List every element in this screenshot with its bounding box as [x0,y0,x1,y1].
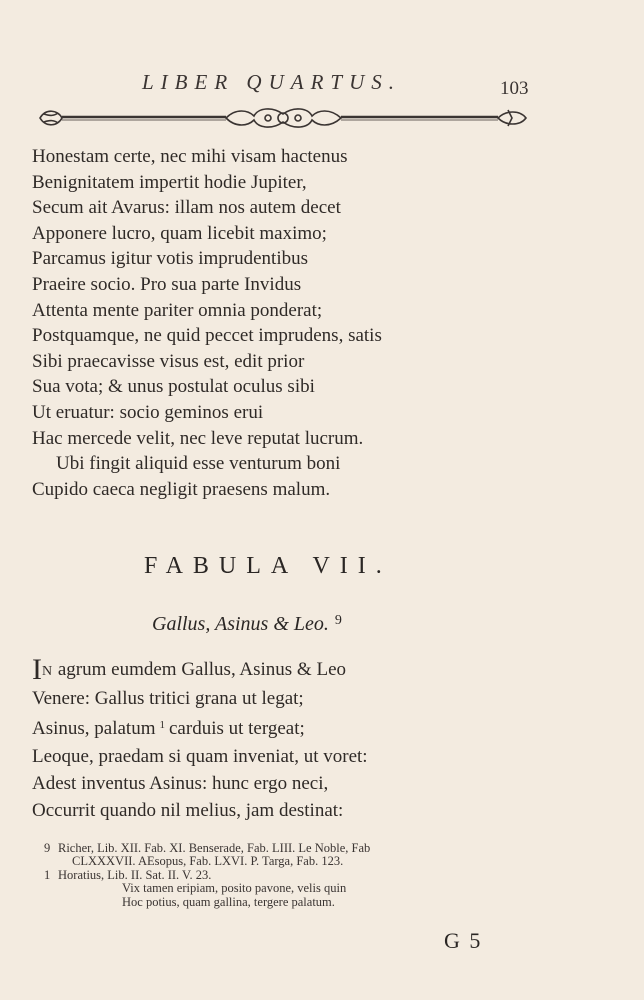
footnote-marker: 9 [334,613,342,628]
verse-line: Hac mercede velit, nec leve reputat lucrum. [32,427,364,449]
verse-line: Parcamus igitur votis imprudentibus [32,248,309,270]
verse-line: Occurrit quando nil melius, jam destinat: [32,800,344,822]
verse-line: Postquamque, ne quid peccet imprudens, satis [32,325,382,347]
footnote-line: Vix tamen eripiam, posito pavone, velis quin [122,881,347,896]
verse-line: Sua vota; & unus postulat oculus sibi [32,376,315,398]
verse-line: Ut eruatur: socio geminos erui [32,401,264,423]
verse-line: Adest inventus Asinus: hunc ergo neci, [32,772,329,794]
verse-line: Apponere lucro, quam licebit maximo; [32,222,327,244]
verse-line: Attenta mente pariter omnia ponderat; [32,299,323,321]
footnote-text: Horatius, Lib. II. Sat. II. V. 23. [58,867,212,882]
drop-cap: I [32,653,42,686]
verse-text: agrum eumdem Gallus, Asinus & Leo [53,659,347,680]
verse-text: carduis ut tergeat; [169,718,305,740]
footnote-number: 9 [44,841,51,855]
verse-line: Benignitatem impertit hodie Jupiter, [32,171,307,193]
verse-block-2 [32,653,502,824]
verse-line: Sibi praecavisse visus est, edit prior [32,350,305,372]
fable-title: FABULA VII. [144,553,392,579]
footnote-text: Richer, Lib. XII. Fab. XI. Benserade, Fab. LIII. Le Noble, Fab [58,841,371,855]
page-number: 103 [500,78,529,99]
footnote-line [44,842,544,855]
verse-line [32,653,502,686]
footnote-line: Hoc potius, quam gallina, tergere palatum. [122,894,335,909]
small-caps-text: N [42,664,54,679]
footnote-marker: 1 [159,719,165,732]
verse-line: Venere: Gallus tritici grana ut legat; [32,688,304,710]
fable-subtitle [152,613,342,636]
verse-text: Asinus, palatum [32,718,156,740]
verse-line: Ubi fingit aliquid esse venturum boni [56,453,341,475]
verse-line [32,712,502,742]
footnote-line [44,869,544,882]
footnote-line: CLXXXVII. AEsopus, Fab. LXVI. P. Targa, Fab. 123. [72,854,344,869]
verse-line: Praeire socio. Pro sua parte Invidus [32,273,302,295]
verse-line: Secum ait Avarus: illam nos autem decet [32,197,341,219]
footnotes [44,842,544,909]
running-head: LIBER QUARTUS. [142,70,401,94]
footnote-number: 1 [44,867,51,882]
verse-line: Cupido caeca negligit praesens malum. [32,478,331,500]
verse-line: Leoque, praedam si quam inveniat, ut voret: [32,745,368,767]
signature-mark: G 5 [444,928,483,953]
verse-line: Honestam certe, nec mihi visam hactenus [32,146,348,167]
verse-block-1 [32,144,502,502]
decorative-rule-ornament [36,104,530,132]
fable-subtitle-text: Gallus, Asinus & Leo. [152,613,329,635]
